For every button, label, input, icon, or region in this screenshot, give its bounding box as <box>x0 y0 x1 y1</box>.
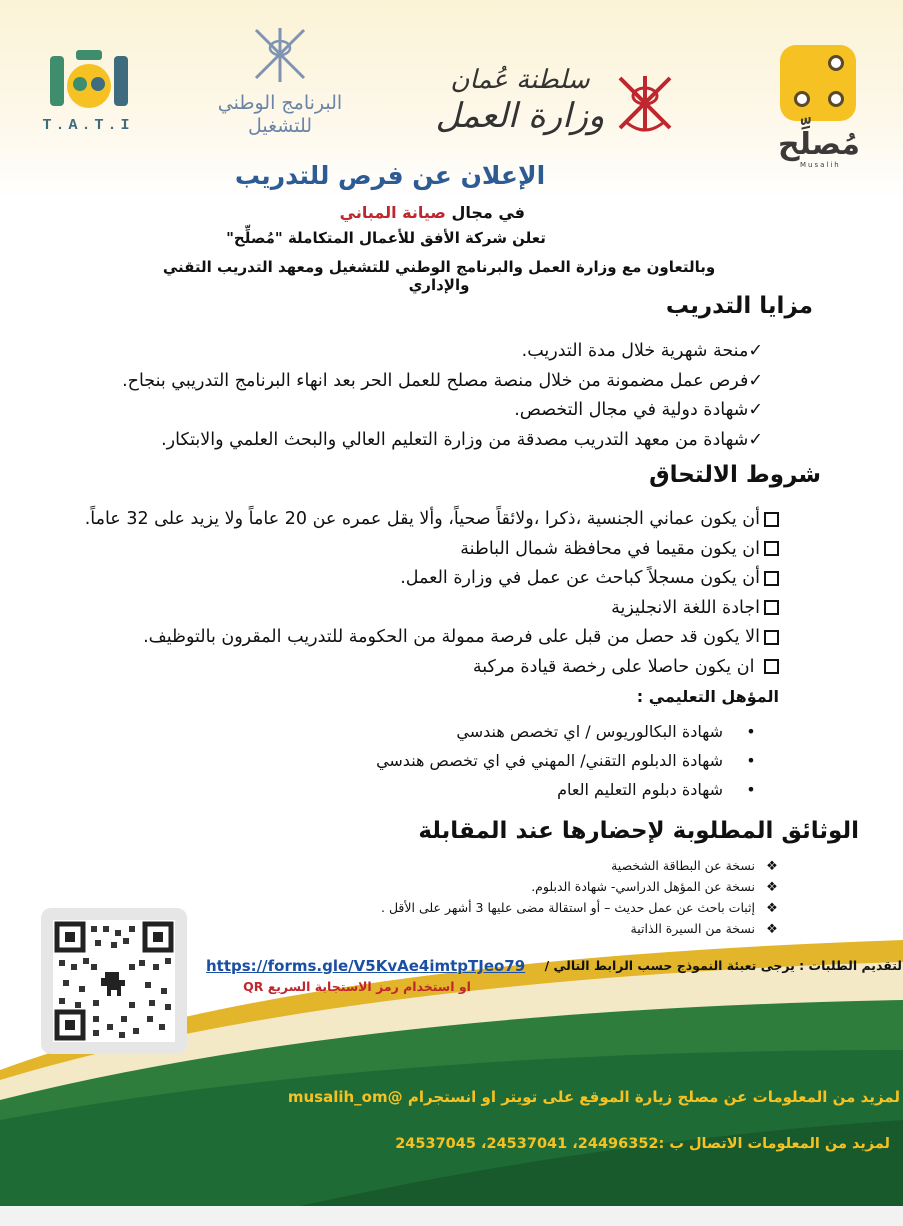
announcement-title: الإعلان عن فرص للتدريب <box>234 161 546 190</box>
qualification-item <box>179 717 779 746</box>
ministry-logo-text <box>435 62 605 134</box>
condition-text: اجادة اللغة الانجليزية <box>611 597 760 618</box>
document-item <box>189 919 789 940</box>
nep-emblem-icon <box>250 24 310 86</box>
benefit-item: ✓فرص عمل مضمونة من خلال منصة مصلح للعمل الحر بعد انهاء البرنامج التدريبي بنجاح. <box>122 370 763 391</box>
application-form-link[interactable]: https://forms.gle/V5KvAe4imtpTJeo79 <box>206 957 526 975</box>
ministry-logo-line1: سلطنة عُمان <box>450 65 590 95</box>
benefits-heading: مزايا التدريب <box>665 293 813 319</box>
qr-note: او استخدام رمز الاستجابة السريع QR <box>243 979 471 994</box>
nep-logo-line1: البرنامج الوطني <box>217 92 343 114</box>
field-prefix: في مجال <box>451 203 525 222</box>
benefits-list <box>23 337 763 455</box>
bullet-icon: • <box>746 751 756 770</box>
apply-instructions: لتقديم الطلبات : يرجى تعبئة النموذج حسب الرابط التالي / <box>544 958 902 973</box>
checkbox-icon <box>764 659 779 674</box>
diamond-bullet-icon: ❖ <box>766 901 778 916</box>
documents-list <box>189 856 789 940</box>
diamond-bullet-icon: ❖ <box>766 859 778 874</box>
ministry-logo-line2: وزارة العمل <box>435 96 605 136</box>
checkbox-icon <box>764 571 779 586</box>
qr-code[interactable] <box>41 908 187 1054</box>
document-text: نسخة عن البطاقة الشخصية <box>611 858 755 873</box>
checkbox-icon <box>764 541 779 556</box>
social-media-line: لمزيد من المعلومات عن مصلح زيارة الموقع على تويتر او انستجرام @musalih_om <box>287 1088 900 1106</box>
diamond-bullet-icon: ❖ <box>766 922 778 937</box>
checkbox-icon <box>764 630 779 645</box>
condition-item <box>19 594 779 624</box>
conditions-heading: شروط الالتحاق <box>649 462 821 488</box>
training-field-line <box>250 203 525 222</box>
bullet-icon: • <box>746 722 756 741</box>
document-item <box>189 898 789 919</box>
document-text: نسخة من السيرة الذاتية <box>630 921 755 936</box>
condition-item <box>19 535 779 565</box>
conditions-list <box>19 505 779 682</box>
condition-item <box>19 505 779 535</box>
qualification-text: شهادة البكالوريوس / اي تخصص هندسي <box>456 722 723 741</box>
qualification-item <box>179 746 779 775</box>
checkbox-icon <box>764 600 779 615</box>
cooperation-line: وبالتعاون مع وزارة العمل والبرنامج الوطني للتشغيل ومعهد التدريب التقني والإداري <box>162 258 716 294</box>
qualification-heading: المؤهل التعليمي : <box>636 687 779 706</box>
documents-heading: الوثائق المطلوبة لإحضارها عند المقابلة <box>418 818 859 844</box>
benefit-item: ✓شهادة دولية في مجال التخصص. <box>514 400 763 420</box>
tati-emblem-icon <box>40 46 138 116</box>
tati-logo-text: T.A.T.I <box>42 117 134 134</box>
checkbox-icon <box>764 512 779 527</box>
qualification-text: شهادة دبلوم التعليم العام <box>557 780 723 799</box>
condition-text: أن يكون مسجلاً كباحث عن عمل في وزارة العمل. <box>400 568 760 588</box>
company-line: تعلن شركة الأفق للأعمال المتكاملة "مُصلِّح" <box>226 229 546 247</box>
condition-text: الا يكون قد حصل من قبل على فرصة ممولة من الحكومة للتدريب المقرون بالتوظيف. <box>143 627 760 647</box>
condition-text: ان يكون حاصلا على رخصة قيادة مركبة <box>472 656 760 677</box>
qualification-text: شهادة الدبلوم التقني/ المهني في اي تخصص هندسي <box>376 751 723 770</box>
bottom-strip <box>0 1206 903 1226</box>
contact-phones-line: لمزيد من المعلومات الاتصال ب :24496352، 24537041، 24537045 <box>395 1136 890 1152</box>
musalih-logo-name: مُصلِّح <box>777 127 860 162</box>
diamond-bullet-icon: ❖ <box>766 880 778 895</box>
musalih-logo-subtitle: Musalih <box>800 161 841 169</box>
condition-item <box>19 564 779 594</box>
benefit-item: ✓منحة شهرية خلال مدة التدريب. <box>521 341 763 361</box>
condition-text: أن يكون عماني الجنسية ،ذكرا ،ولائقاً صحياً، وألا يقل عمره عن 20 عاماً ولا يزيد على 32 عاماً. <box>84 509 760 529</box>
benefit-item: ✓شهادة من معهد التدريب مصدقة من وزارة التعليم العالي والبحث العلمي والابتكار. <box>161 429 763 450</box>
document-text: إثبات باحث عن عمل حديث – أو استقالة مضى عليها 3 أشهر على الأقل . <box>381 900 755 915</box>
bullet-icon: • <box>746 780 756 799</box>
condition-item <box>19 653 779 683</box>
document-text: نسخة عن المؤهل الدراسي- شهادة الدبلوم. <box>531 879 755 894</box>
nep-logo-line2: للتشغيل <box>247 115 313 137</box>
qualification-list <box>179 717 779 804</box>
field-name: صيانة المباني <box>339 203 446 222</box>
condition-item <box>19 623 779 653</box>
musalih-logo-icon <box>780 45 856 121</box>
nep-logo-text <box>200 92 360 138</box>
document-item <box>189 856 789 877</box>
oman-emblem-icon <box>612 68 678 138</box>
document-item <box>189 877 789 898</box>
condition-text: ان يكون مقيما في محافظة شمال الباطنة <box>460 538 760 559</box>
qualification-item <box>179 775 779 804</box>
qr-code-icon <box>53 920 175 1042</box>
